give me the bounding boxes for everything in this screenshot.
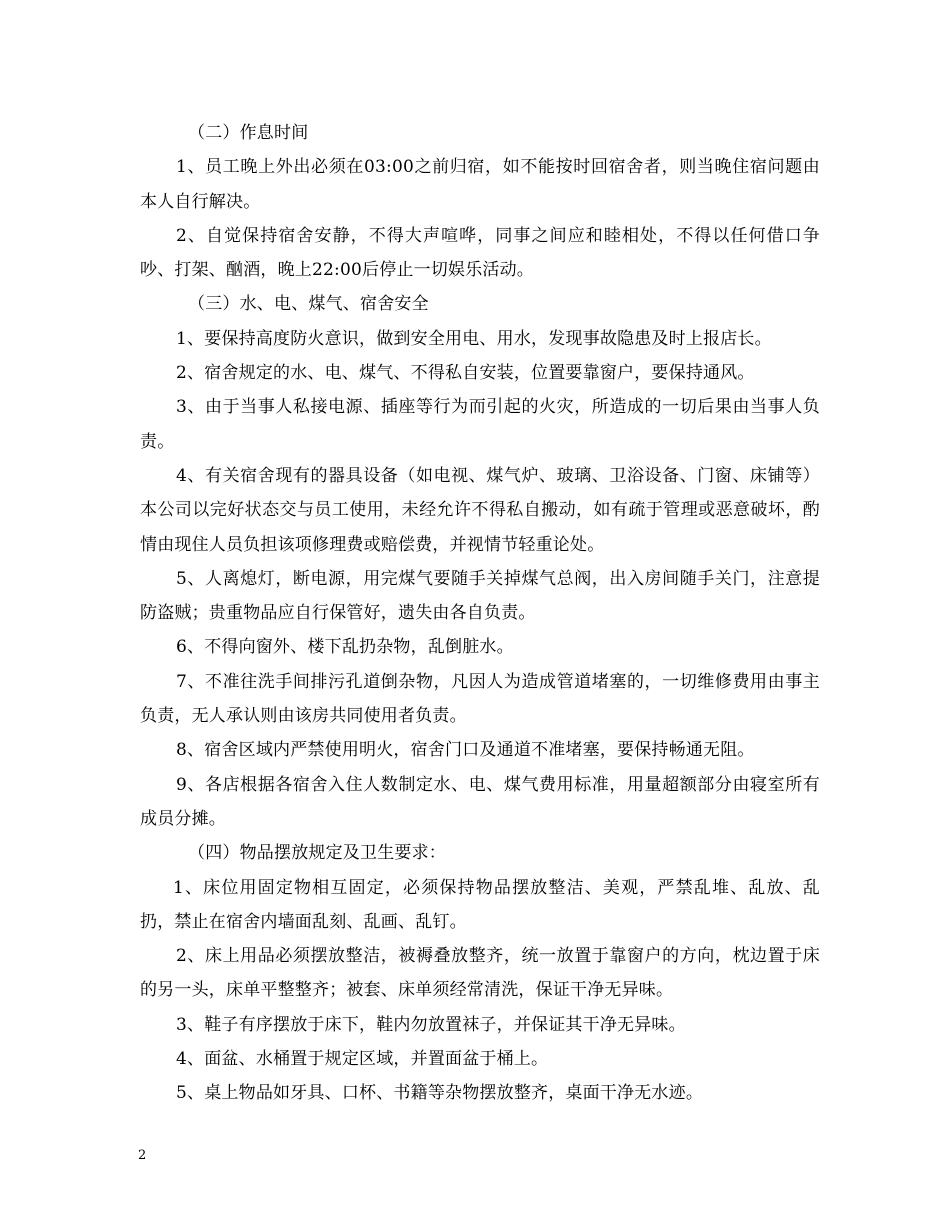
paragraph: 3、由于当事人私接电源、插座等行为而引起的火灾，所造成的一切后果由当事人负责。 [140,397,820,452]
paragraph: 5、人离熄灯，断电源，用完煤气要随手关掉煤气总阀，出入房间随手关门，注意提防盗贼；贵重物品应自行保管好，遗失由各自负责。 [140,568,820,624]
section-heading-schedule: （二）作息时间 [188,123,309,143]
paragraph: 2、床上用品必须摆放整洁，被褥叠放整齐，统一放置于靠窗户的方向，枕边置于床的另一头，床单平整整齐；被套、床单须经常清洗，保证干净无异味。 [140,946,820,1001]
paragraph: 3、鞋子有序摆放于床下，鞋内勿放置袜子，并保证其干净无异味。 [176,1014,686,1035]
paragraph: 2、宿舍规定的水、电、煤气、不得私自安装，位置要靠窗户，要保持通风。 [176,363,755,384]
paragraph: 1、要保持高度防火意识，做到安全用电、用水，发现事故隐患及时上报店长。 [176,328,772,349]
paragraph: 5、桌上物品如牙具、口杯、书籍等杂物摆放整齐，桌面干净无水迹。 [176,1083,704,1104]
section-heading-safety: （三）水、电、煤气、宿舍安全 [188,294,429,315]
paragraph: 4、面盆、水桶置于规定区域，并置面盆于桶上。 [176,1049,549,1070]
page-number: 2 [138,1148,147,1163]
paragraph: 1、员工晚上外出必须在03:00之前归宿，如不能按时回宿舍者，则当晚住宿问题由本人自行解决。 [140,157,820,212]
section-heading-hygiene: （四）物品摆放规定及卫生要求： [188,843,446,864]
paragraph: 9、各店根据各宿舍入住人数制定水、电、煤气费用标准，用量超额部分由寝室所有成员分摊。 [140,774,820,829]
document-body [140,116,820,1111]
paragraph: 7、不准往洗手间排污孔道倒杂物，凡因人为造成管道堵塞的，一切维修费用由事主负责，无人承认则由该房共同使用者负责。 [140,671,820,727]
paragraph: 1、床位用固定物相互固定，必须保持物品摆放整洁、美观，严禁乱堆、乱放、乱扔，禁止在宿舍内墙面乱刻、乱画、乱钉。 [140,877,820,932]
paragraph: 6、不得向窗外、楼下乱扔杂物，乱倒脏水。 [176,637,514,658]
paragraph: 8、宿舍区域内严禁使用明火，宿舍门口及通道不准堵塞，要保持畅通无阻。 [176,740,755,761]
paragraph: 4、有关宿舍现有的器具设备（如电视、煤气炉、玻璃、卫浴设备、门窗、床铺等）本公司以完好状态交与员工使用，未经允许不得私自搬动，如有疏于管理或恶意破坏，酌情由现住人员负担该项修理费或赔偿费，并视情节轻重论处。 [140,465,820,555]
paragraph: 2、自觉保持宿舍安静，不得大声喧哗，同事之间应和睦相处，不得以任何借口争吵、打架、酗酒，晚上22:00后停止一切娱乐活动。 [140,225,820,281]
